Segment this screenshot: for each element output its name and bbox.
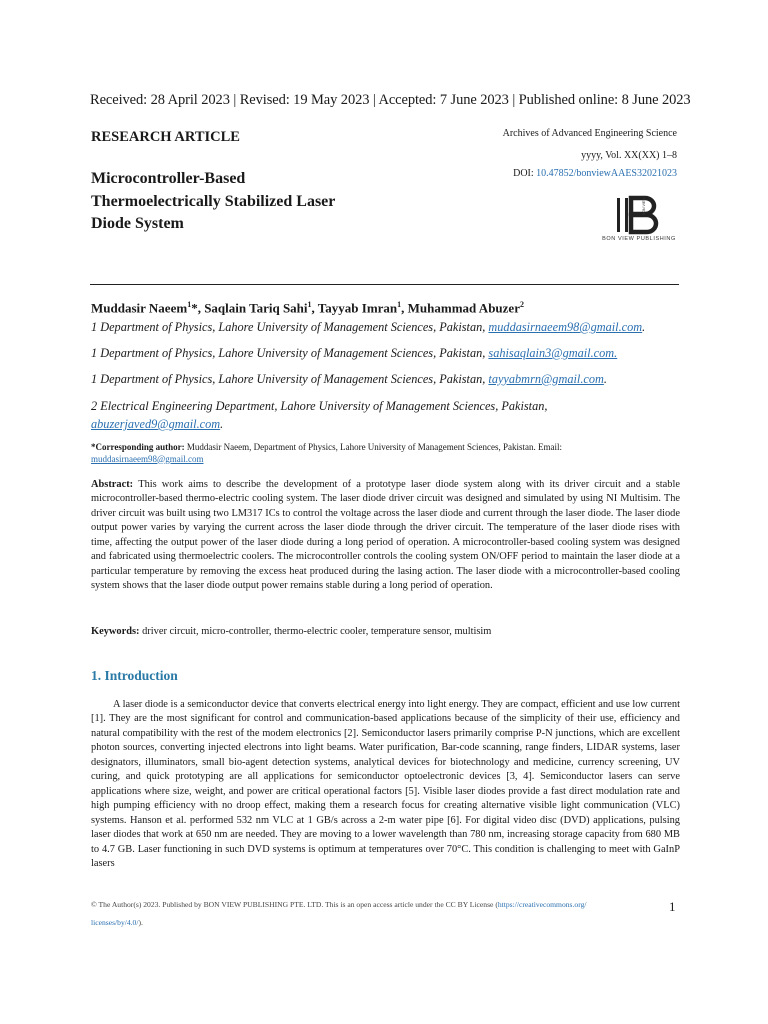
affiliation xyxy=(91,318,691,336)
affiliation-text: 1 Department of Physics, Lahore University of Management Sciences, Pakistan, xyxy=(91,346,489,360)
email-link[interactable]: abuzerjaved9@gmail.com xyxy=(91,417,221,431)
corresponding-email-link[interactable]: muddasirnaeem98@gmail.com xyxy=(91,453,204,464)
corresponding-text: Muddasir Naeem, Department of Physics, Lahore University of Management Sciences, Pakistan. Email: xyxy=(186,442,563,452)
corresponding-author xyxy=(91,442,681,465)
author-affiliation-mark: 2 xyxy=(519,300,524,309)
page-number: 1 xyxy=(669,899,676,914)
keywords-text: driver circuit, micro-controller, thermo-electric cooler, temperature sensor, multisim xyxy=(142,626,492,637)
journal-volume: yyyy, Vol. XX(XX) 1–8 xyxy=(581,150,677,161)
logo-side-text: BON VIEW xyxy=(642,197,646,215)
section-heading: 1. Introduction xyxy=(91,668,178,683)
affiliation xyxy=(91,370,691,388)
affiliation xyxy=(91,344,691,362)
affiliation-text: 1 Department of Physics, Lahore University of Management Sciences, Pakistan, xyxy=(91,320,489,334)
email-link[interactable]: sahisaqlain3@gmail.com. xyxy=(488,346,618,360)
doi xyxy=(513,168,677,179)
publication-dates: Received: 28 April 2023 | Revised: 19 May 2023 | Accepted: 7 June 2023 | Published online: 8 June 2023 xyxy=(90,92,691,108)
doi-link[interactable]: 10.47852/bonviewAAES32021023 xyxy=(536,168,677,179)
author-name: Saqlain Tariq Sahi xyxy=(204,300,308,316)
author-name: Tayyab Imran xyxy=(317,300,398,316)
affiliation-end: . xyxy=(220,417,224,431)
author-separator: , xyxy=(311,300,318,316)
email-link[interactable]: muddasirnaeem98@gmail.com xyxy=(488,320,643,334)
publisher-logo-text: BON VIEW PUBLISHING xyxy=(602,236,676,242)
abstract-label: Abstract: xyxy=(91,479,139,490)
license-link-continued[interactable]: licenses/by/4.0/ xyxy=(91,918,139,927)
abstract-text: This work aims to describe the development of a prototype laser diode system along with its driver circuit and a stable microcontroller-based thermo-electric cooling system. The laser diode driver circuit was designed and simulated by using NI Multisim. The driver circuit was built using two LM317 ICs to control the voltage across the laser diode and current through the laser diode. The laser diode output power varies by varying the current across the laser diode through the driver circuit. The temperature of the laser diode rises with time, affecting the output power of the laser diode during a long period of operation. A microcontroller-based cooling system was designed and fabricated using thermoelectric coolers. The microcontroller controls the cooling system ON/OFF period to maintain the laser diode at a particular temperature by removing the excess heat produced during the lasing action. The laser diode with a microcontroller-based cooling system shows that the laser diode output power remains stable during a long period of operation. xyxy=(91,479,680,592)
paper-title xyxy=(91,168,391,236)
affiliation xyxy=(91,397,691,433)
author-name: Muddasir Naeem xyxy=(91,300,188,316)
article-type: RESEARCH ARTICLE xyxy=(91,129,240,145)
email-link[interactable]: tayyabmrn@gmail.com xyxy=(488,372,604,386)
affiliation-end: . xyxy=(642,320,646,334)
author-affiliation-mark: 1 xyxy=(307,300,312,309)
title-line: Thermoelectrically Stabilized Laser xyxy=(91,192,336,210)
author-separator: , xyxy=(401,300,408,316)
corresponding-mark: *, xyxy=(191,300,205,316)
license-footer xyxy=(91,896,671,932)
header-divider xyxy=(90,284,679,285)
license-text: © The Author(s) 2023. Published by BON VIEW PUBLISHING PTE. LTD. This is an open access article under the CC BY License ( xyxy=(91,900,498,909)
abstract xyxy=(91,478,680,594)
author-affiliation-mark: 1 xyxy=(187,300,192,309)
affiliation-text: 1 Department of Physics, Lahore University of Management Sciences, Pakistan, xyxy=(91,372,489,386)
affiliation-end: . xyxy=(603,372,607,386)
affiliation-text: 2 Electrical Engineering Department, Lahore University of Management Sciences, Pakistan, xyxy=(91,399,548,413)
title-line: Diode System xyxy=(91,215,184,232)
author-name: Muhammad Abuzer xyxy=(407,300,520,316)
license-link[interactable]: https://creativecommons.org/ xyxy=(497,900,587,909)
keywords xyxy=(91,626,680,637)
license-end: ). xyxy=(138,918,143,927)
corresponding-label: *Corresponding author: xyxy=(91,442,187,452)
introduction-paragraph: A laser diode is a semiconductor device that converts electrical energy into light energy. They are compact, efficient and use low current [1]. They are the most significant for control and communication-based applications because of the simplicity of their use, efficiency and natural compatibility with the rest of the modem electronics [2]. Semiconductor lasers primarily comprise P-N junctions, which are excellent photon sources, converting injected electrons into light beams. Water purification, Bar-code scanning, range finders, LIDAR systems, laser designators, illuminators, small bio-agent detection systems, analytical devices for biotechnology and medicine, currency screening, UV curing, and quick prototyping are all applications for semiconductor optoelectronic devices [3, 4]. Semiconductor lasers can serve applications where size, weight, and power are critical operational factors [5]. Visible laser diodes provide a fast direct modulation rate and high pumping efficiency with no droop effect, making them a research focus for creating alternative visible light communication (VLC) systems. Hanson et al. performed 532 nm VLC at 1 GB/s across a 2-m water pipe [6]. For digital video disc (DVD) applications, pulsing laser diodes that work at 650 nm are needed. They are moving to a lower wavelength than 780 nm, increasing storage capacity from 680 MB to 4.7 GB. Laser functioning in such DVD systems is optimum at temperatures over 70°C. This condition is challenging to meet with GaInP lasers xyxy=(91,699,680,869)
author-list xyxy=(91,300,524,316)
keywords-label: Keywords: xyxy=(91,626,143,637)
title-line: Microcontroller-Based xyxy=(91,170,246,187)
author-affiliation-mark: 1 xyxy=(397,300,402,309)
journal-name: Archives of Advanced Engineering Science xyxy=(502,128,677,139)
doi-label: DOI: xyxy=(513,168,537,179)
